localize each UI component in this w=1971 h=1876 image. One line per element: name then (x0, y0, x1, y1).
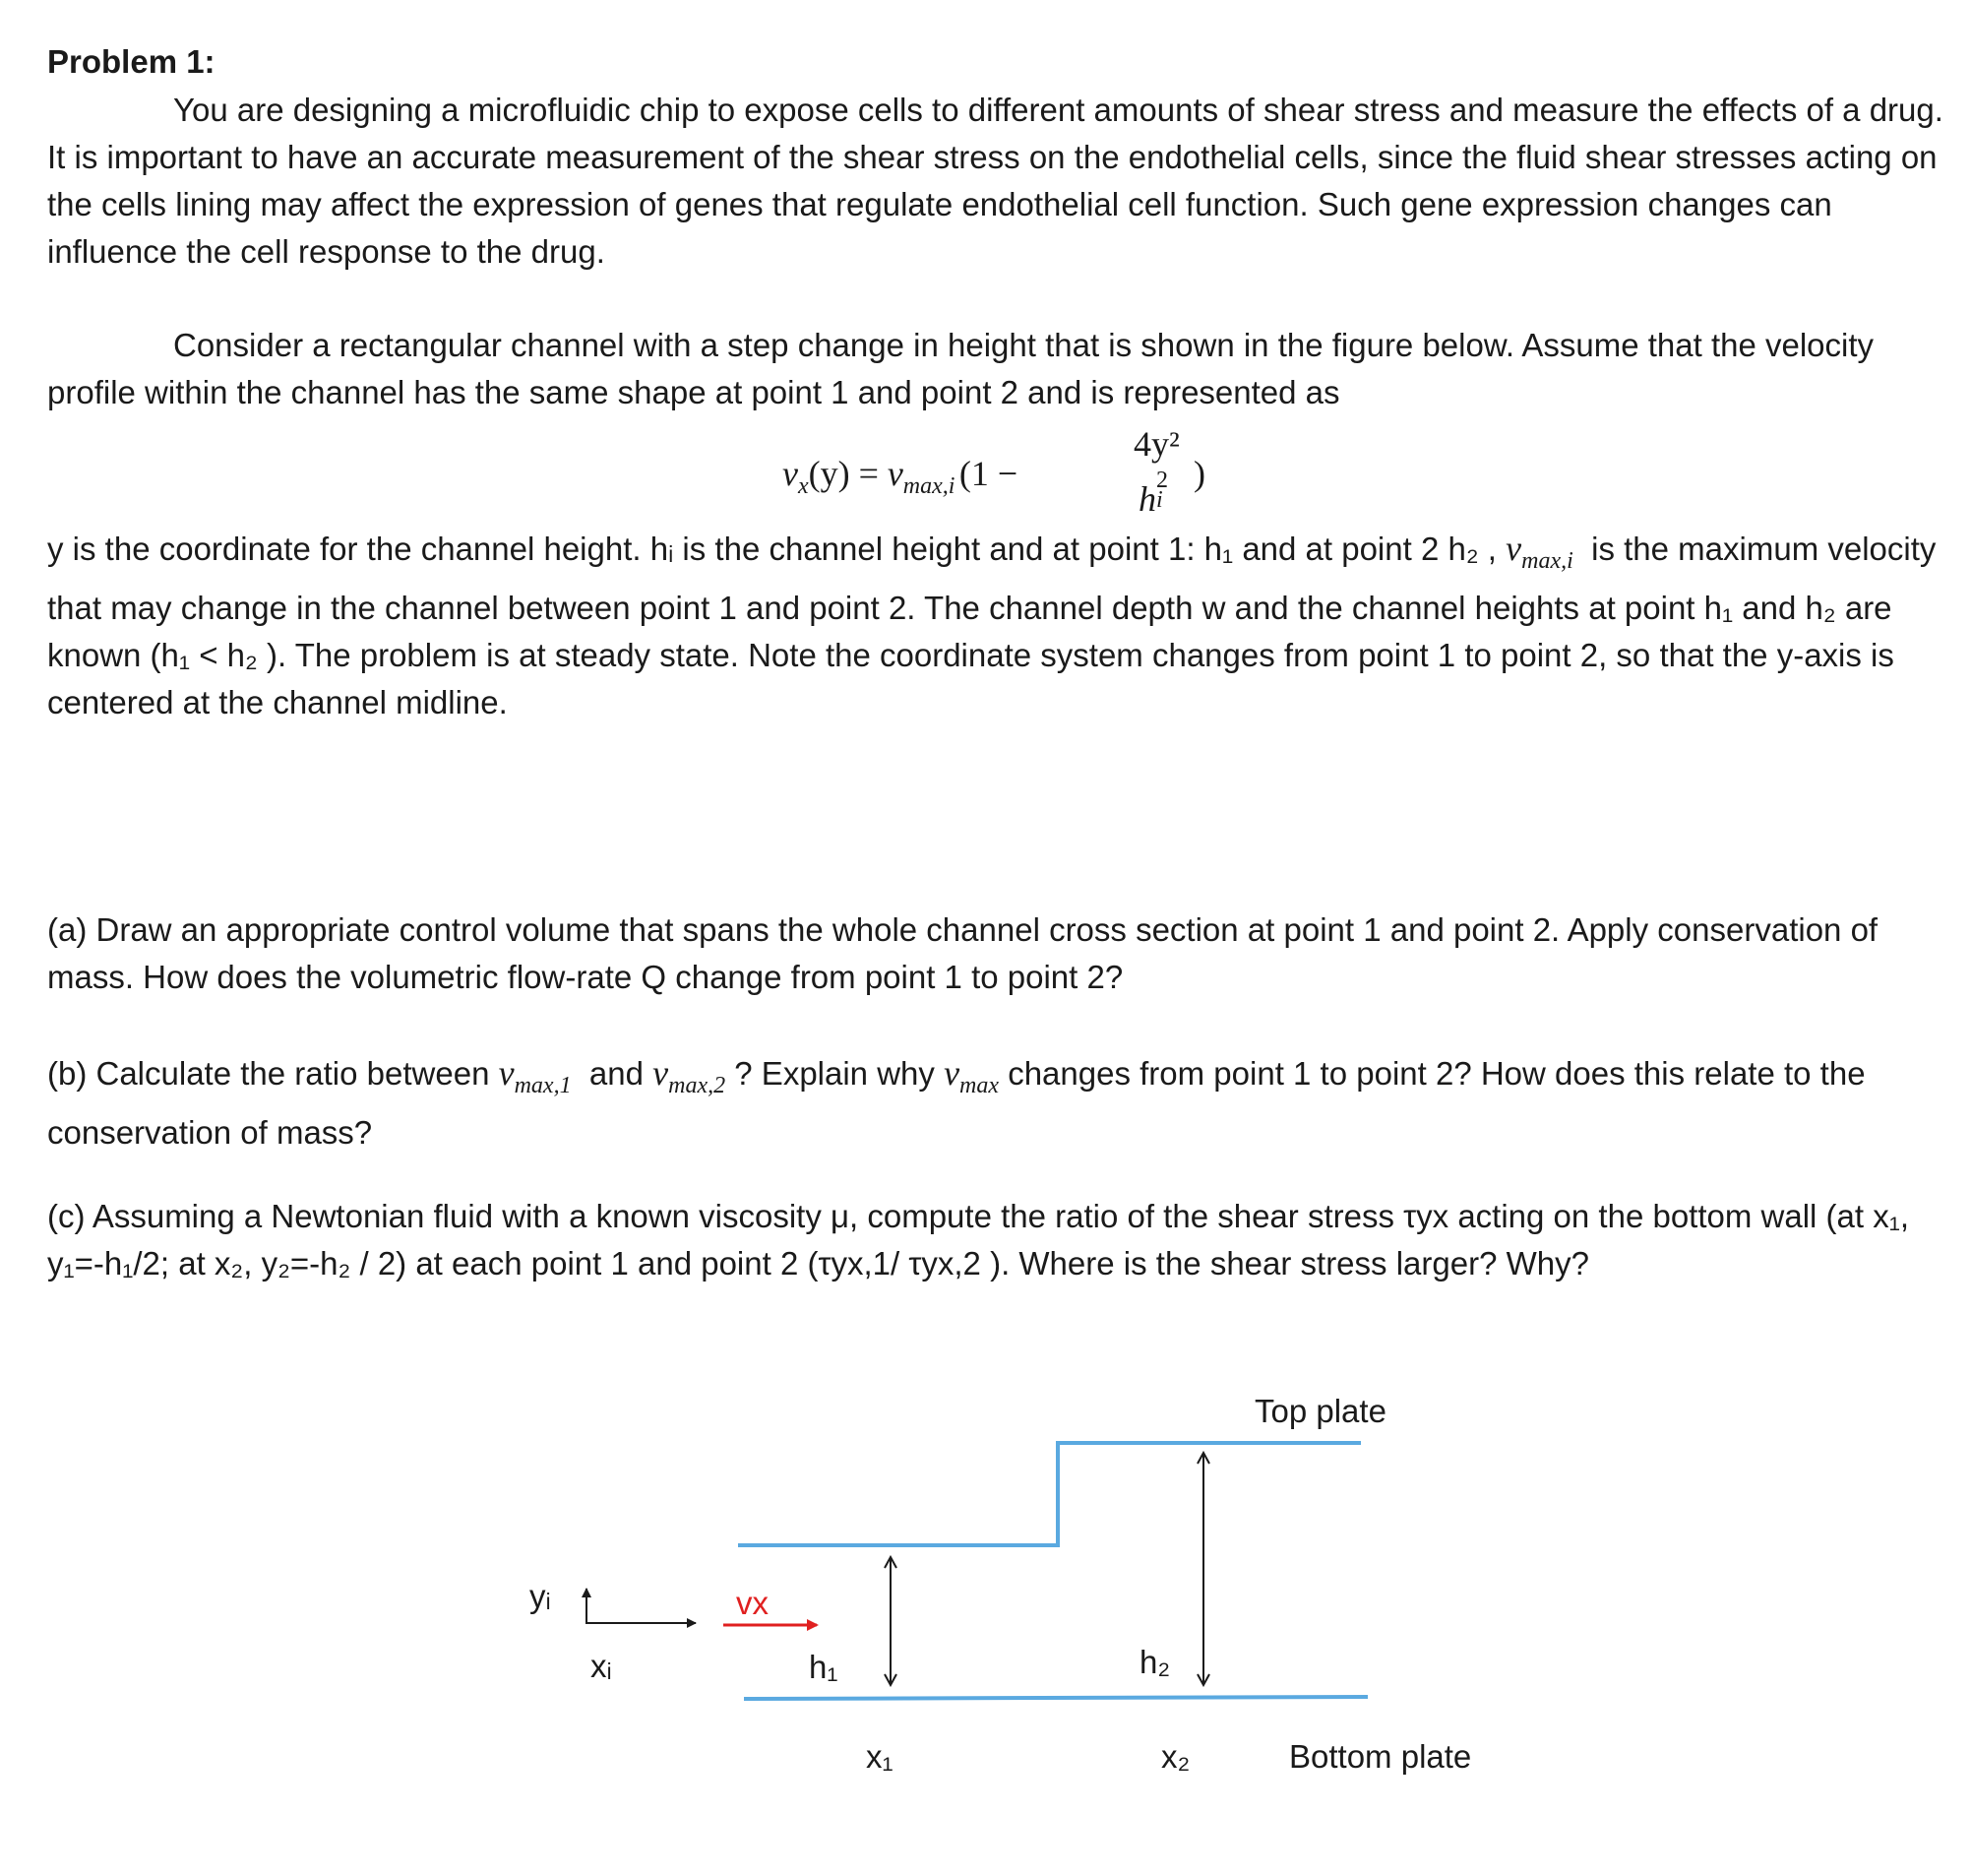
equation-denominator: h 2 i (1139, 468, 1168, 519)
equation-numerator: 4y² (1134, 424, 1180, 464)
intro-text: You are designing a microfluidic chip to expose cells to different amounts of shear stress and measure the effects of a drug. It is important to have an accurate measurement of the shear stress on the endothelial cells, since the fluid shear stresses acting on the cells lining may affect the expression of genes that regulate endothelial cell function. Such gene expression changes can influence the cell response to the drug. (47, 92, 1943, 270)
top-plate-label: Top plate (1255, 1393, 1386, 1429)
problem-title: Problem 1: (47, 43, 216, 80)
bottom-plate-label: Bottom plate (1289, 1738, 1472, 1775)
vx-label: vx (736, 1585, 769, 1621)
part-b-paragraph: (b) Calculate the ratio between $v_{max,1}$ and $v_{max,2}$ ? Explain why $v_{max}$ changes from point 1 to point 2? How does this relate to the conservation of mass? (47, 1053, 1866, 1151)
equation-lhs: vx(y) = vmax,i (1 − (782, 454, 1018, 499)
part-c-paragraph: (c) Assuming a Newtonian fluid with a known viscosity μ, compute the ratio of the shear stress τyx acting on the bottom wall (at x₁, y₁=-h₁/2; at x₂, y₂=-h₂ / 2) at each point 1 and point 2 (τyx,1/ τyx,2 ). Where is the shear stress larger? Why? (47, 1198, 1910, 1282)
description-text-2: is the maximum velocity that may change in the channel between point 1 and point 2. The channel depth w and the channel heights at point h₁ and h₂ are known (h₁ < h₂ ). The problem is at steady state. Note the coordinate system changes from point 1 to point 2, so that the y-axis is centered at the channel midline. (47, 531, 1937, 720)
top-plate-line (738, 1443, 1361, 1545)
description-text-1: y is the coordinate for the channel height. hᵢ is the channel height and at point 1: h₁ and at point 2 h₂ , (47, 531, 1497, 567)
description-vmax-sub: max,i (1521, 548, 1573, 574)
equation-close-paren: ) (1194, 454, 1205, 493)
x2-label: x₂ (1161, 1738, 1191, 1775)
xi-label: xᵢ (590, 1648, 612, 1684)
h1-label: h₁ (809, 1649, 838, 1685)
setup-text: Consider a rectangular channel with a step change in height that is shown in the figure below. Assume that the velocity profile within the channel has the same shape at point 1 and point 2 and is represented as (47, 327, 1875, 410)
bottom-plate-line (744, 1697, 1368, 1699)
description-vmax: v (1506, 529, 1522, 568)
x1-label: x₁ (866, 1738, 893, 1775)
part-a-paragraph: (a) Draw an appropriate control volume that spans the whole channel cross section at point 1 and point 2. Apply conservation of mass. How does the volumetric flow-rate Q change from point 1 to point 2? (47, 911, 1879, 995)
yi-label: yᵢ (529, 1578, 551, 1614)
h2-label: h₂ (1139, 1644, 1171, 1680)
